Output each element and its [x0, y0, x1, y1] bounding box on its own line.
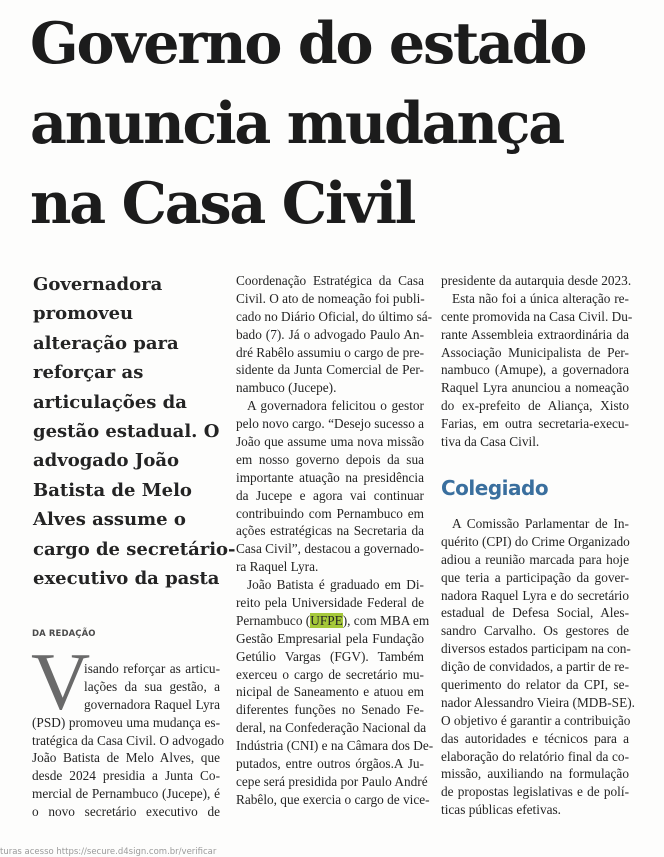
- body-line: diferentes funções no Senado Fe-: [236, 702, 424, 718]
- body-line: do ex-prefeito de Aliança, Xisto: [441, 398, 629, 414]
- lede-line: cargo de secretário-: [33, 538, 236, 560]
- body-line: cente promovida na Casa Civil. Du-: [441, 308, 633, 324]
- body-line: que teria a participação da gover-: [441, 569, 629, 585]
- lede-line: reforçar as: [33, 362, 144, 384]
- body-line: o novo secretário executivo de: [32, 804, 220, 820]
- body-line: de propostas legislativas e de polí-: [441, 784, 629, 800]
- body-line: A Comissão Parlamentar de In-: [452, 516, 629, 531]
- body-line: em nosso governo depois da sua: [236, 451, 424, 467]
- lede-line: Batista de Melo: [33, 479, 192, 501]
- lede-line: executivo da pasta: [33, 568, 220, 590]
- body-line: João Batista de Melo Alves, que: [32, 750, 220, 766]
- body-line: da Jucepe e agora vai continuar: [236, 487, 424, 503]
- body-line: Civil. O ato de nomeação foi publi-: [236, 290, 425, 306]
- body-line: estadual de Defesa Social, Ales-: [441, 605, 629, 621]
- body-line: presidente da autarquia desde 2023.: [441, 273, 632, 288]
- body-line: A governadora felicitou o gestor: [247, 398, 424, 414]
- body-line: ra Raquel Lyra.: [236, 559, 319, 575]
- body-line: quérito (CPI) do Crime Organizado: [441, 533, 630, 549]
- body-line: nadora Raquel Lyra e do secretário: [441, 587, 629, 603]
- body-line: pelo novo cargo. “Desejo sucesso a: [236, 416, 425, 432]
- body-line: missão, auxiliando na formulação: [441, 766, 629, 782]
- lede-line: Governadora: [33, 274, 163, 295]
- body-line: Gestão Empresarial pela Fundação: [236, 630, 424, 646]
- lede-line: advogado João: [33, 450, 180, 472]
- body-column-2: [236, 272, 434, 809]
- body-line: Esta não foi a única alteração re-: [452, 290, 629, 306]
- body-line: Farias, em outra secretaria-execu-: [441, 416, 629, 432]
- lede-line: articulações da: [33, 391, 187, 413]
- footer-verification-text: turas acesso https://secure.d4sign.com.br/verificar: [0, 847, 217, 857]
- body-line: nambuco (Amupe), a governadora: [441, 362, 629, 378]
- dropcap: V: [31, 636, 91, 727]
- lede-line: gestão estadual. O: [33, 421, 220, 443]
- body-line: exerceu o cargo de secretário mu-: [236, 666, 424, 682]
- body-line: reito pela Universidade Federal de: [236, 595, 424, 611]
- body-line: dição de convidados, a partir de re-: [441, 659, 629, 675]
- byline: DA REDAÇÃO: [32, 629, 96, 639]
- body-line: lações da sua gestão, a: [84, 678, 220, 694]
- body-line: rante Assembleia extraordinária da: [441, 326, 629, 342]
- body-line: sidente da Junta Comercial de Per-: [236, 362, 424, 378]
- lede-line: promoveu: [33, 303, 134, 325]
- body-line: ticas públicas efetivas.: [441, 802, 561, 818]
- body-line: Associação Municipalista de Per-: [441, 344, 629, 360]
- headline: [30, 4, 660, 244]
- headline-line: Governo do estado: [30, 10, 586, 77]
- body-line: Coordenação Estratégica da Casa: [236, 273, 424, 288]
- body-line: tiva da Casa Civil.: [441, 434, 540, 450]
- headline-line: na Casa Civil: [30, 170, 415, 237]
- body-line: dré Rabêlo assumiu o cargo de pre-: [236, 344, 425, 360]
- body-line: Indústria (CNI) e na Câmara dos De-: [236, 738, 434, 754]
- highlighted-word: UFPE: [310, 612, 343, 628]
- body-line: ações estratégicas na Secretaria da: [236, 523, 424, 539]
- lede: [33, 270, 236, 593]
- body-line: governadora Raquel Lyra: [84, 696, 220, 712]
- body-line-ufpe: Pernambuco (UFPE), com MBA em: [236, 612, 430, 628]
- body-line: mercial de Pernambuco (Jucepe), é: [32, 786, 220, 802]
- body-column-3: [441, 272, 633, 451]
- body-line: tratégica da Casa Civil. O advogado: [32, 732, 225, 748]
- lede-line: alteração para: [33, 332, 179, 354]
- body-line: O objetivo é garantir a contribuição: [441, 712, 631, 728]
- body-line: elaboração do relatório final da co-: [441, 748, 629, 764]
- body-line: diversos estados participam na con-: [441, 641, 631, 657]
- body-line: João Batista é graduado em Di-: [247, 577, 424, 593]
- lede-line: Alves assume o: [33, 509, 186, 531]
- body-line: adiou a reunião marcada para hoje: [441, 551, 629, 567]
- body-line: desde 2024 presidia a Junta Co-: [32, 768, 220, 784]
- body-line: Rabêlo, que exercia o cargo de vice-: [236, 791, 430, 807]
- body-line: cado no Diário Oficial, do último sá-: [236, 308, 433, 324]
- body-line: nador Alessandro Vieira (MDB-SE).: [441, 694, 635, 710]
- body-line: sandro Carvalho. Os gestores de: [441, 623, 629, 639]
- body-column-3b: [441, 515, 635, 819]
- body-line: das autoridades e técnicos para a: [441, 730, 629, 746]
- body-line: Raquel Lyra anunciou a nomeação: [441, 380, 629, 396]
- body-line: contribuindo com Pernambuco em: [236, 505, 424, 521]
- body-line: nambuco (Jucepe).: [236, 380, 337, 396]
- body-line: isando reforçar as articu-: [84, 661, 220, 676]
- body-line: (PSD) promoveu uma mudança es-: [32, 714, 220, 730]
- body-line: deral, na Confederação Nacional da: [236, 720, 427, 736]
- headline-line: anuncia mudança: [30, 90, 564, 157]
- body-line: putados, entre outros órgãos.A Ju-: [236, 756, 424, 772]
- body-line: Casa Civil”, destacou a governado-: [236, 541, 424, 557]
- body-line: querimento do relator da CPI, se-: [441, 677, 629, 693]
- body-line: nicipal de Saneamento e atuou em: [236, 684, 424, 700]
- body-line: cepe será presidida por Paulo André: [236, 773, 428, 789]
- subhead-colegiado: Colegiado: [441, 476, 549, 500]
- body-column-1: [32, 660, 225, 821]
- body-line: bado (7). Já o advogado Paulo An-: [236, 326, 424, 342]
- body-line: importante atuação na presidência: [236, 469, 424, 485]
- body-line: Getúlio Vargas (FGV). Também: [236, 648, 424, 664]
- body-line: João que assume uma nova missão: [236, 434, 424, 450]
